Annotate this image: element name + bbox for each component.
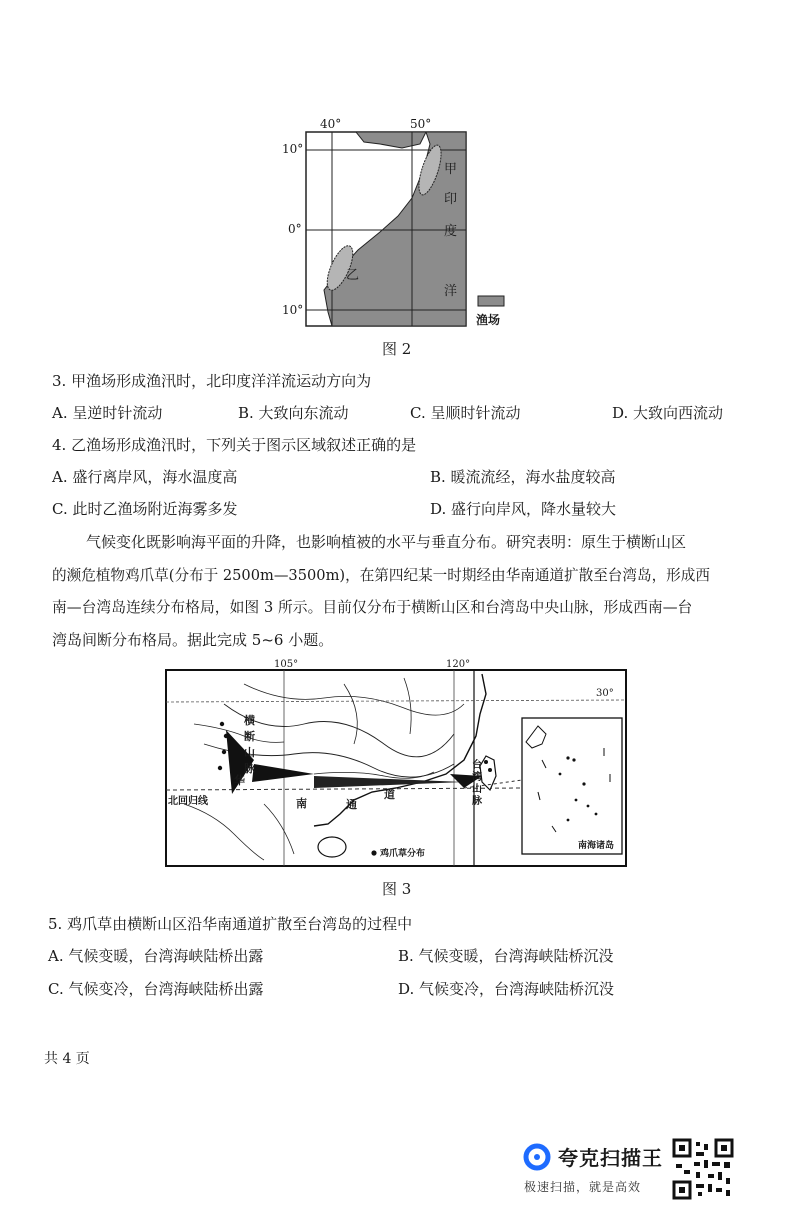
option-a: A. 呈逆时针流动: [52, 404, 163, 422]
hengduan-char-2: 断: [244, 730, 255, 743]
taiwan-char-2: 湾: [472, 772, 482, 783]
taiwan-char-4: 脉: [472, 796, 482, 807]
channel-char-3: 通: [346, 798, 357, 811]
zone-label-yi: 乙: [346, 268, 360, 283]
figure-3-caption: 图 3: [382, 880, 412, 898]
option-d: D. 气候变冷，台湾海峡陆桥沉没: [398, 980, 615, 998]
brand-name: 夸克扫描王: [558, 1146, 663, 1170]
passage-line-1: 气候变化既影响海平面的升降，也影响植被的水平与垂直分布。研究表明：原生于横断山区: [86, 533, 687, 551]
legend-swatch: [478, 296, 504, 306]
lon-label-120: 120°: [446, 659, 471, 670]
lat-label-30: 30°: [596, 688, 614, 699]
passage-line-2: 的濒危植物鸡爪草(分布于 2500m—3500m)，在第四纪某一时期经由华南通道扩散至台湾岛，形成西: [52, 567, 710, 584]
option-c: C. 气候变冷，台湾海峡陆桥出露: [48, 980, 264, 998]
ocean-char-4: 洋: [444, 284, 458, 299]
option-d: D. 盛行向岸风，降水量较大: [430, 500, 617, 518]
legend-label-fishery: 渔场: [476, 313, 501, 327]
ocean-char-3: 度: [444, 224, 458, 239]
option-b: B. 气候变暖，台湾海峡陆桥沉没: [398, 947, 614, 965]
china-south-map: [164, 664, 630, 870]
ocean-char-2: 印: [444, 192, 458, 207]
hengduan-char-1: 横: [244, 714, 255, 727]
question-stem: 4. 乙渔场形成渔汛时，下列关于图示区域叙述正确的是: [52, 436, 417, 454]
taiwan-char-1: 台: [472, 760, 482, 771]
qr-code-icon: [672, 1138, 734, 1200]
legend-dot: [371, 850, 376, 855]
channel-char-4: 道: [384, 788, 395, 801]
lat-label-10s: 10°: [282, 303, 304, 317]
option-b: B. 暖流流经，海水盐度较高: [430, 468, 616, 486]
lat-label-10n: 10°: [282, 142, 304, 156]
taiwan-char-3: 山: [472, 784, 482, 795]
question-stem: 3. 甲渔场形成渔汛时，北印度洋洋流运动方向为: [52, 372, 372, 390]
lon-label-105: 105°: [274, 659, 299, 670]
option-a: A. 气候变暖，台湾海峡陆桥出露: [48, 947, 264, 965]
option-a: A. 盛行离岸风，海水温度高: [52, 468, 238, 486]
indian-ocean-map: [280, 112, 520, 332]
lat-label-0: 0°: [288, 222, 302, 236]
option-c: C. 此时乙渔场附近海雾多发: [52, 500, 238, 518]
hengduan-char-4: 脉: [244, 762, 255, 775]
ocean-char-1: 甲: [444, 162, 458, 177]
page-count: 共 4 页: [44, 1051, 90, 1067]
legend-label-plant: 鸡爪草分布: [380, 849, 426, 859]
question-stem: 5. 鸡爪草由横断山区沿华南通道扩散至台湾岛的过程中: [48, 915, 413, 933]
brand-logo-icon: [522, 1142, 552, 1172]
inset-label: 南海诸岛: [578, 841, 615, 851]
option-b: B. 大致向东流动: [238, 404, 349, 422]
hengduan-char-3: 山: [244, 746, 255, 759]
lon-label-50: 50°: [410, 117, 432, 131]
option-d: D. 大致向西流动: [612, 404, 724, 422]
passage-line-3: 南—台湾岛连续分布格局，如图 3 所示。目前仅分布于横断山区和台湾岛中央山脉，形成西南—台: [52, 599, 693, 616]
option-c: C. 呈顺时针流动: [410, 404, 521, 422]
passage-line-4: 湾岛间断分布格局。据此完成 5~6 小题。: [52, 631, 334, 649]
tropic-label: 北回归线: [168, 796, 208, 807]
channel-char-1: 华: [234, 774, 245, 787]
scanner-watermark: [522, 1138, 742, 1200]
lon-label-40: 40°: [320, 117, 342, 131]
channel-char-2: 南: [296, 797, 307, 810]
brand-slogan: 极速扫描，就是高效: [524, 1180, 642, 1194]
figure-2-caption: 图 2: [382, 340, 412, 358]
